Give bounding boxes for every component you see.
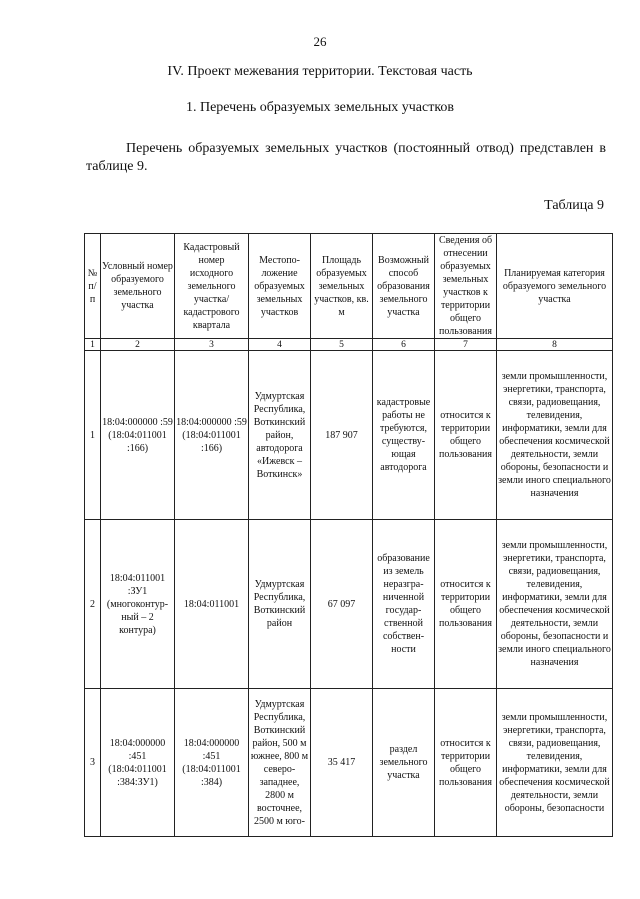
table-row (85, 351, 613, 520)
header-category: Планируемая категория образуемого земельного участка (497, 234, 613, 339)
col-number: 2 (101, 339, 175, 351)
intro-text: Перечень образуемых земельных участков (постоянный отвод) представлен в таблице 9. (86, 141, 606, 174)
page-number: 26 (313, 34, 327, 49)
header-public-use: Сведения об отнесении образуемых земельных участков к территории общего пользования (435, 234, 497, 339)
col-number: 8 (497, 339, 613, 351)
area: 35 417 (311, 689, 373, 837)
formation-method: раздел земельного участка (373, 689, 435, 837)
table-header-row (85, 234, 613, 339)
intro-paragraph (86, 140, 606, 176)
land-category: земли промышленности, энергетики, транспорта, связи, радиовещания, телевидения, информатики, земли для обеспечения космической деятельности, земли обороны, безопасности (497, 689, 613, 837)
header-location: Местопо-ложение образуемых земельных участков (249, 234, 311, 339)
col-number: 6 (373, 339, 435, 351)
location: Удмуртская Республика, Воткинский район (249, 520, 311, 689)
location: Удмуртская Республика, Воткинский район, 500 м южнее, 800 м северо-западнее, 2800 м восточнее, 2500 м юго- (249, 689, 311, 837)
area: 187 907 (311, 351, 373, 520)
row-num: 2 (85, 520, 101, 689)
location: Удмуртская Республика, Воткинский район, автодорога «Ижевск – Воткинск» (249, 351, 311, 520)
cadastral-number: 18:04:000000 :59 (18:04:011001 :166) (175, 351, 249, 520)
cadastral-number: 18:04:000000 :451 (18:04:011001 :384) (175, 689, 249, 837)
parcels-table (84, 233, 613, 837)
col-number: 3 (175, 339, 249, 351)
table-caption: Таблица 9 (544, 198, 604, 213)
public-use: относится к территории общего пользования (435, 520, 497, 689)
row-num: 3 (85, 689, 101, 837)
column-numbers-row (85, 339, 613, 351)
formation-method: кадастровые работы не требуются, существу-ющая автодорога (373, 351, 435, 520)
col-number: 5 (311, 339, 373, 351)
area: 67 097 (311, 520, 373, 689)
table-row (85, 520, 613, 689)
land-category: земли промышленности, энергетики, транспорта, связи, радиовещания, телевидения, информатики, земли для обеспечения космической деятельности, земли обороны, безопасности и земли иного специального назначения (497, 520, 613, 689)
conditional-number: 18:04:011001 :ЗУ1 (многоконтур-ный – 2 контура) (101, 520, 175, 689)
conditional-number: 18:04:000000 :451 (18:04:011001 :384:ЗУ1) (101, 689, 175, 837)
header-conditional-number: Условный номер образуемого земельного участка (101, 234, 175, 339)
col-number: 4 (249, 339, 311, 351)
cadastral-number: 18:04:011001 (175, 520, 249, 689)
conditional-number: 18:04:000000 :59 (18:04:011001 :166) (101, 351, 175, 520)
land-category: земли промышленности, энергетики, транспорта, связи, радиовещания, телевидения, информатики, земли для обеспечения космической деятельности, земли обороны, безопасности и земли иного специального назначения (497, 351, 613, 520)
col-number: 1 (85, 339, 101, 351)
subsection-title: 1. Перечень образуемых земельных участков (185, 100, 455, 115)
row-num: 1 (85, 351, 101, 520)
formation-method: образование из земель неразгра-ниченной государ-ственной собствен-ности (373, 520, 435, 689)
col-number: 7 (435, 339, 497, 351)
public-use: относится к территории общего пользования (435, 689, 497, 837)
header-num: № п/п (85, 234, 101, 339)
public-use: относится к территории общего пользования (435, 351, 497, 520)
header-cadastral-number: Кадастровый номер исходного земельного участка/ кадастрового квартала (175, 234, 249, 339)
section-title: IV. Проект межевания территории. Текстовая часть (167, 64, 473, 79)
header-formation-method: Возможный способ образования земельного участка (373, 234, 435, 339)
table-row (85, 689, 613, 837)
header-area: Площадь образуемых земельных участков, кв. м (311, 234, 373, 339)
